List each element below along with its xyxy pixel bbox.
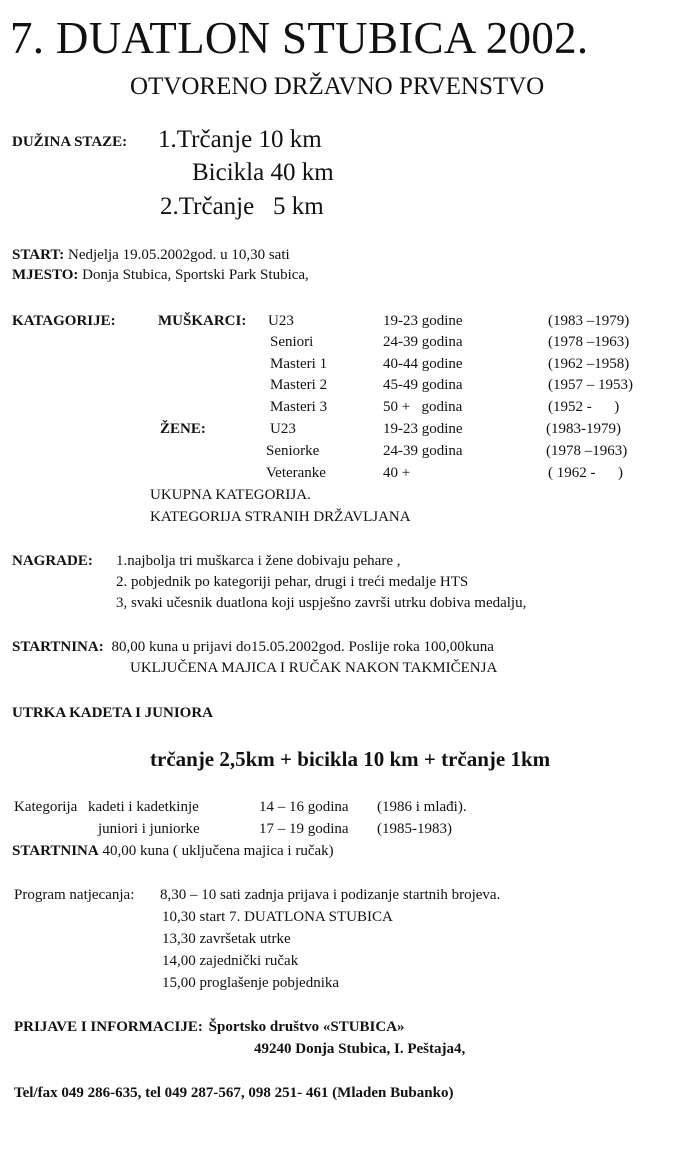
junior-fee-text: 40,00 kuna ( uključena majica i ručak): [102, 843, 334, 859]
start-line: [12, 247, 290, 264]
program-item-3: 13,30 završetak utrke: [162, 931, 291, 947]
women-row-3-years: ( 1962 - ): [548, 465, 623, 481]
junior-row-2-name: juniori i juniorke: [98, 821, 200, 837]
junior-fee-label: STARTNINA: [12, 843, 99, 859]
junior-row-1-name: kadeti i kadetkinje: [88, 799, 199, 815]
junior-row-2-years: (1985-1983): [377, 821, 452, 837]
page-title: 7. DUATLON STUBICA 2002.: [10, 13, 589, 63]
junior-cat-label: Kategorija: [14, 799, 78, 815]
women-row-2-years: (1978 –1963): [546, 443, 628, 459]
junior-fee-line: [12, 843, 334, 860]
place-line: [12, 267, 309, 284]
contact-org: Športsko društvo «STUBICA»: [208, 1019, 405, 1035]
program-item-1: 8,30 – 10 sati zadnja prijava i podizanje startnih brojeva.: [160, 887, 501, 903]
women-row-3-name: Veteranke: [266, 465, 326, 481]
men-row-3-age: 40-44 godine: [383, 356, 463, 372]
program-item-4: 14,00 zajednički ručak: [162, 953, 299, 969]
men-row-4-age: 45-49 godina: [383, 377, 463, 393]
program-item-2: 10,30 start 7. DUATLONA STUBICA: [162, 909, 393, 925]
award-item-1: 1.najbolja tri muškarca i žene dobivaju pehare ,: [116, 553, 401, 569]
fee-text: 80,00 kuna u prijavi do15.05.2002god. Poslije roka 100,00kuna: [111, 639, 494, 655]
contact-address: 49240 Donja Stubica, I. Peštaja4,: [254, 1041, 466, 1057]
award-item-2: 2. pobjednik po kategoriji pehar, drugi i treći medalje HTS: [116, 574, 469, 590]
men-row-3-years: (1962 –1958): [548, 356, 630, 372]
place-text: Donja Stubica, Sportski Park Stubica,: [82, 267, 309, 283]
women-row-2-age: 24-39 godina: [383, 443, 463, 459]
page-subtitle: OTVORENO DRŽAVNO PRVENSTVO: [130, 73, 545, 100]
contact-line: [14, 1019, 405, 1036]
men-row-5-name: Masteri 3: [270, 399, 328, 415]
category-extra-2: KATEGORIJA STRANIH DRŽAVLJANA: [150, 509, 411, 525]
program-item-5: 15,00 proglašenje pobjednika: [162, 975, 340, 991]
men-row-4-name: Masteri 2: [270, 377, 328, 393]
start-label: START:: [12, 247, 65, 263]
fee-note: UKLJUČENA MAJICA I RUČAK NAKON TAKMIČENJA: [130, 660, 498, 676]
men-row-2-years: (1978 –1963): [548, 334, 630, 350]
fee-label: STARTNINA:: [12, 639, 104, 655]
junior-row-2-age: 17 – 19 godina: [259, 821, 349, 837]
men-row-1-age: 19-23 godine: [383, 313, 463, 329]
course-leg-3: 2.Trčanje 5 km: [160, 193, 324, 220]
contact-label: PRIJAVE I INFORMACIJE:: [14, 1019, 203, 1035]
awards-label: NAGRADE:: [12, 553, 93, 569]
women-row-1-years: (1983-1979): [546, 421, 621, 437]
men-row-3-name: Masteri 1: [270, 356, 328, 372]
women-row-1-age: 19-23 godine: [383, 421, 463, 437]
women-row-3-age: 40 +: [383, 465, 411, 481]
junior-race-course: trčanje 2,5km + bicikla 10 km + trčanje 1km: [150, 747, 551, 771]
category-extra-1: UKUPNA KATEGORIJA.: [150, 487, 311, 503]
program-label: Program natjecanja:: [14, 887, 135, 903]
men-row-5-years: (1952 - ): [548, 399, 620, 415]
junior-row-1-years: (1986 i mlađi).: [377, 799, 467, 815]
start-text: Nedjelja 19.05.2002god. u 10,30 sati: [68, 247, 290, 263]
course-leg-2: Bicikla 40 km: [192, 159, 334, 186]
place-label: MJESTO:: [12, 267, 79, 283]
contact-phones: Tel/fax 049 286-635, tel 049 287-567, 098 251- 461 (Mladen Bubanko): [14, 1085, 454, 1101]
women-row-2-name: Seniorke: [266, 443, 320, 459]
men-row-2-name: Seniori: [270, 334, 314, 350]
men-row-4-years: (1957 – 1953): [548, 377, 633, 393]
women-label: ŽENE:: [160, 421, 206, 437]
categories-label: KATAGORIJE:: [12, 313, 116, 329]
women-row-1-name: U23: [270, 421, 296, 437]
men-row-2-age: 24-39 godina: [383, 334, 463, 350]
men-row-1-name: U23: [268, 313, 294, 329]
junior-row-1-age: 14 – 16 godina: [259, 799, 349, 815]
award-item-3: 3, svaki učesnik duatlona koji uspješno završi utrku dobiva medalju,: [116, 595, 527, 611]
men-row-1-years: (1983 –1979): [548, 313, 630, 329]
course-leg-1: 1.Trčanje 10 km: [158, 126, 322, 153]
men-label: MUŠKARCI:: [158, 313, 247, 329]
course-label: DUŽINA STAZE:: [12, 134, 128, 150]
fee-line: [12, 639, 494, 656]
men-row-5-age: 50 + godina: [383, 399, 463, 415]
junior-race-heading: UTRKA KADETA I JUNIORA: [12, 705, 213, 721]
